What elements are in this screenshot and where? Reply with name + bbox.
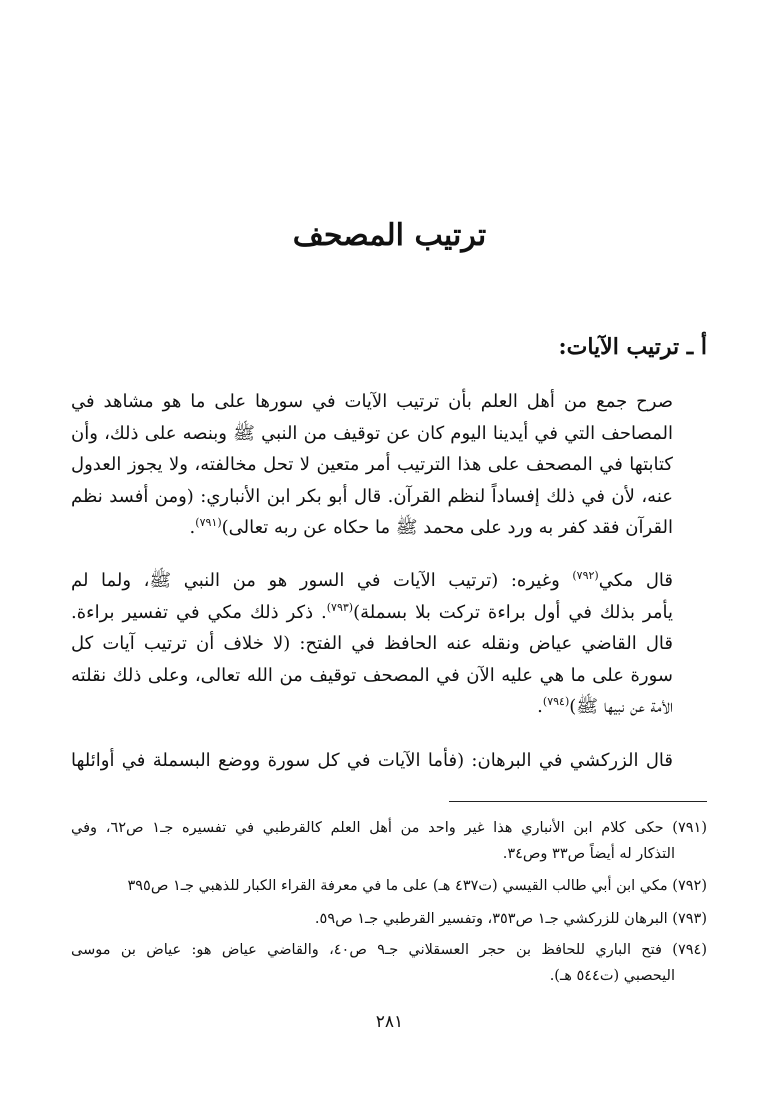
text-fragment: وغيره: (ترتيب الآيات في السور هو من النبي ﷺ، ولما لم [71, 570, 573, 591]
period: . [537, 696, 543, 717]
paragraph-line [71, 565, 707, 597]
footnote-line [71, 815, 707, 841]
footnote-794 [71, 937, 707, 989]
footnote-number: (٧٩٤) [672, 942, 708, 958]
footnote-line [71, 906, 707, 932]
footnote-text: البرهان للزركشي جـ١ ص٣٥٣، وتفسير القرطبي جـ١ ص٥٩. [314, 911, 668, 927]
footnote-line [71, 937, 707, 963]
footnote-ref-791[interactable]: (٧٩١) [195, 516, 222, 529]
footnote-text: فتح الباري للحافظ بن حجر العسقلاني جـ٩ ص٤٠، والقاضي عياض هو: عياض بن موسى [71, 942, 662, 958]
footnote-ref-792[interactable]: (٧٩٢) [572, 569, 599, 582]
footnote-791 [71, 815, 707, 867]
quote-text: القرآن فقد كفر به ورد على محمد ﷺ ما حكاه عن ربه تعالى) [221, 517, 673, 538]
footnote-line: اليحصبي (ت٥٤٤ هـ). [549, 968, 675, 984]
paragraph-line: المصاحف التي في أيدينا اليوم كان عن توقيف من النبي ﷺ وبنصه على ذلك، وأن [71, 422, 673, 444]
paragraph-line [71, 512, 707, 544]
paragraph-line: كتابتها في المصحف على هذا الترتيب أمر متعين لا تحل مخالفته، ولا يجوز العدول [71, 454, 673, 475]
paragraph-line: عنه، لأن في ذلك إفساداً لنظم القرآن. قال أبو بكر ابن الأنباري: (ومن أفسد نظم [71, 485, 673, 507]
footnote-793 [71, 906, 707, 932]
page-title: ترتيب المصحف [292, 218, 487, 253]
footnote-number: (٧٩٢) [672, 878, 707, 894]
paragraph-line [71, 691, 707, 723]
period: . [189, 517, 196, 538]
footnote-text: مكي ابن أبي طالب القيسي (ت٤٣٧ هـ) على ما في معرفة القراء الكبار للذهبي جـ١ ص٣٩٥ [127, 878, 668, 894]
paragraph-line [71, 597, 707, 629]
section-heading: أ ـ ترتيب الآيات: [558, 334, 707, 360]
footnote-number: (٧٩١) [672, 820, 707, 836]
paragraph-line: سورة على ما هي عليه الآن في المصحف توقيف من الله تعالى، وعلى ذلك نقلته [71, 664, 673, 686]
paragraph-2 [71, 565, 707, 723]
footnote-divider [449, 801, 707, 802]
text-fragment: قال مكي [598, 570, 673, 591]
footnote-792 [71, 873, 707, 899]
footnote-text: حكى كلام ابن الأنباري هذا غير واحد من أهل العلم كالقرطبي في تفسيره جـ١ ص٦٢، وفي [71, 820, 664, 836]
footnote-number: (٧٩٣) [672, 911, 707, 927]
footnote-ref-794[interactable]: (٧٩٤) [542, 695, 570, 708]
paragraph-3 [71, 745, 707, 777]
footnote-ref-793[interactable]: (٧٩٣) [326, 600, 354, 614]
text-fragment: . ذكر ذلك مكي في تفسير براءة. [71, 601, 327, 623]
paragraph-line: قال الزركشي في البرهان: (فأما الآيات في كل سورة ووضع البسملة في أوائلها [71, 750, 673, 771]
footnote-line [71, 873, 707, 899]
footnote-line: التذكار له أيضاً ص٣٣ وص٣٤. [502, 846, 675, 862]
text-fragment: يأمر بذلك في أول براءة تركت بلا بسملة) [353, 601, 673, 623]
paragraph-line: قال القاضي عياض ونقله عنه الحافظ في الفتح: (لا خلاف أن ترتيب آيات كل [71, 633, 673, 654]
text-fragment: الأمة عن نبيها ﷺ) [569, 696, 673, 717]
paragraph-line: صرح جمع من أهل العلم بأن ترتيب الآيات في سورها على ما هو مشاهد في [71, 391, 673, 412]
paragraph-1 [71, 386, 707, 544]
page-number: ٢٨١ [375, 1012, 404, 1032]
